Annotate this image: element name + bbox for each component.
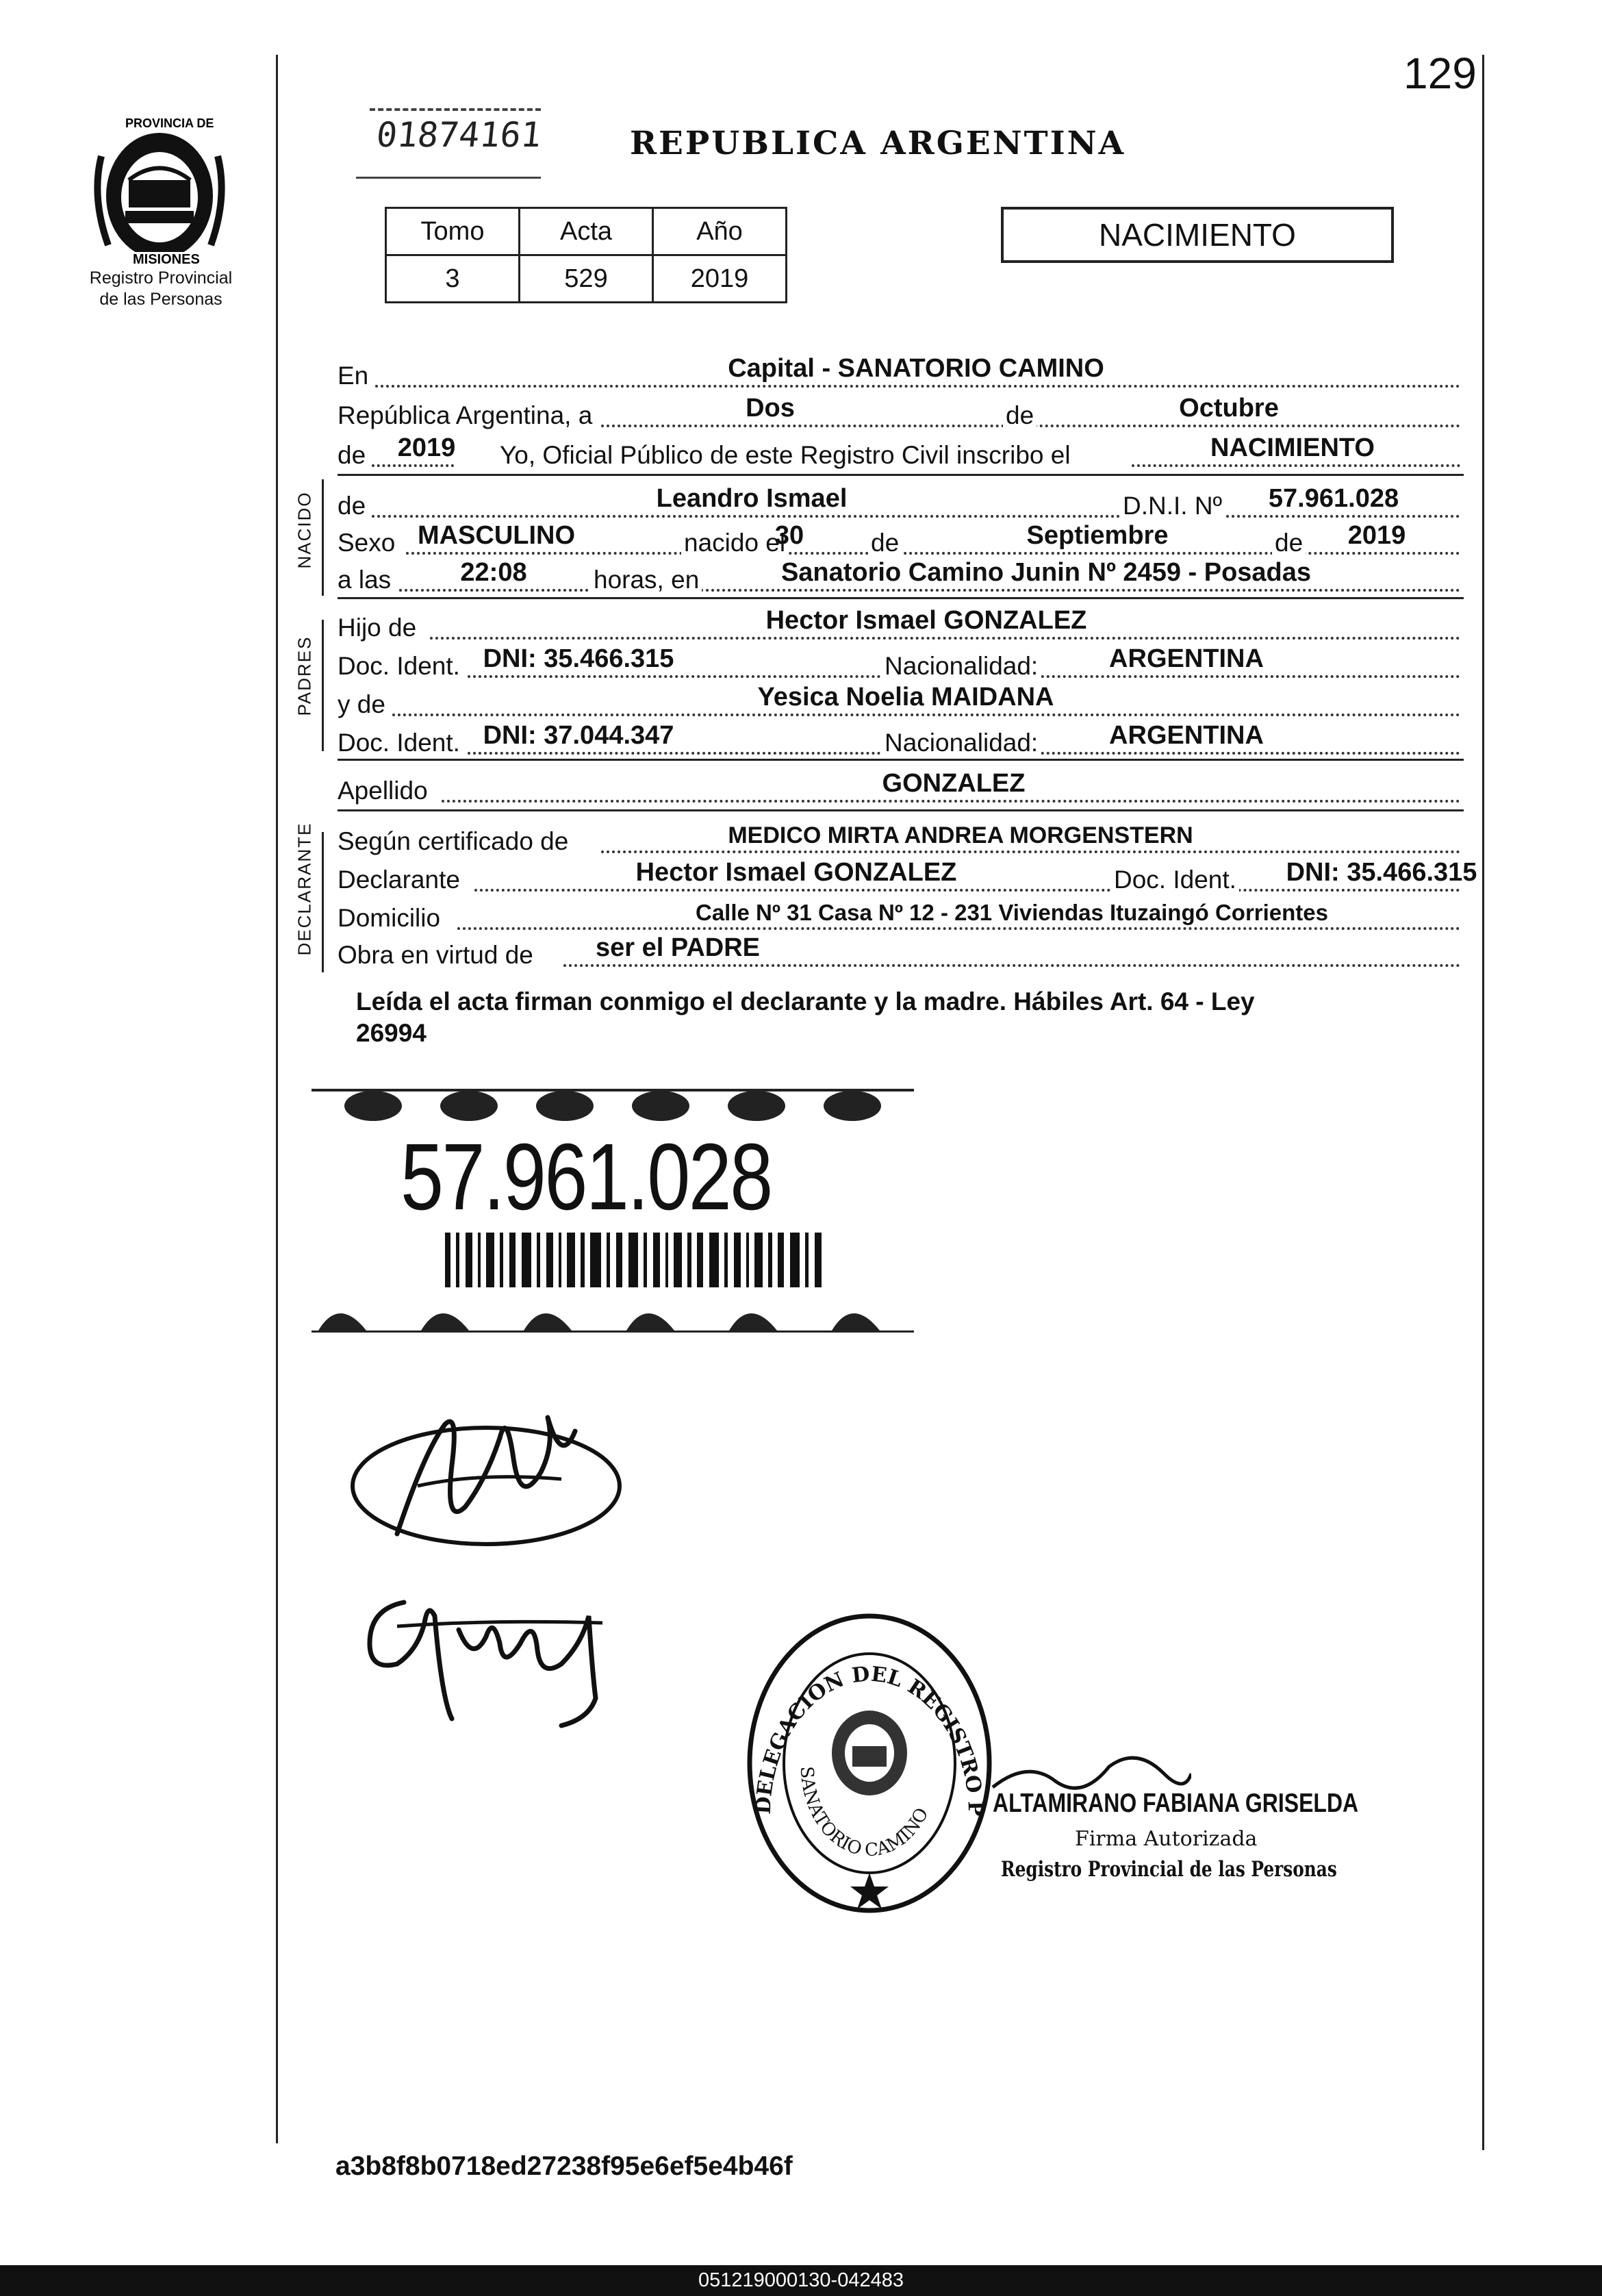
side-label-padres: PADRES [294, 635, 315, 716]
section-bar-nacido [322, 479, 324, 596]
label-obra: Obra en virtud de [338, 941, 533, 969]
label-de-birth-month: de [868, 529, 902, 557]
label-domicilio: Domicilio [338, 904, 441, 932]
label-dni: D.N.I. Nº [1120, 492, 1225, 520]
divider-after-nacido [338, 597, 1464, 599]
divider-after-header [338, 474, 1464, 476]
serial-underline-bottom [356, 177, 541, 179]
label-declarant-doc: Doc. Ident. [1111, 866, 1239, 894]
official-stamp [743, 1609, 996, 1917]
row-father-doc [338, 646, 1460, 685]
record-type: NACIMIENTO [1099, 217, 1296, 253]
row-hora [338, 560, 1460, 598]
label-y-de: y de [338, 690, 385, 718]
official-name: ALTAMIRANO FABIANA GRISELDA [993, 1789, 1359, 1818]
label-de-year: de [338, 441, 366, 469]
value-birth-day: 30 [774, 521, 804, 550]
stamp-outer-text: DELEGACION DEL REGISTRO P [751, 1662, 988, 1817]
label-sexo: Sexo [338, 529, 396, 557]
value-capacity: ser el PADRE [595, 933, 761, 962]
logo-text-top: PROVINCIA DE [125, 116, 214, 130]
label-en: En [338, 362, 369, 390]
label-a-las: a las [338, 566, 392, 594]
sticker-barcode [445, 1233, 828, 1287]
value-act: NACIMIENTO [1210, 433, 1375, 462]
declarant-signature [342, 1370, 630, 1575]
row-declarante [338, 858, 1477, 898]
official-office: Registro Provincial de las Personas [1001, 1857, 1337, 1882]
serial-underline-top [370, 108, 541, 111]
value-father-name: Hector Ismael GONZALEZ [765, 606, 1087, 635]
document-hash: a3b8f8b0718ed27238f95e6ef5e4b46f [335, 2152, 793, 2181]
row-en [338, 356, 1460, 394]
value-mother-doc: DNI: 37.044.347 [483, 721, 674, 750]
value-surname: GONZALEZ [882, 769, 1026, 798]
value-child-name: Leandro Ismael [656, 484, 848, 513]
row-apellido [338, 771, 1460, 809]
row-oficial [338, 433, 1460, 474]
label-apellido: Apellido [338, 777, 428, 805]
value-address: Calle Nº 31 Casa Nº 12 - 231 Viviendas Ituzaingó Corrientes [695, 900, 1329, 925]
label-father-doc: Doc. Ident. [338, 652, 460, 680]
value-mother-name: Yesica Noelia MAIDANA [757, 683, 1054, 711]
logo-text-bottom: MISIONES [130, 252, 203, 268]
closing-text-line1: Leída el acta firman conmigo el declarante y la madre. Hábiles Art. 64 - Ley [356, 987, 1255, 1015]
record-type-box [1001, 207, 1394, 263]
value-day: Dos [746, 394, 795, 422]
row-sexo [338, 523, 1460, 562]
value-place: Capital - SANATORIO CAMINO [728, 354, 1104, 383]
footer-code: 051219000130-042483 [698, 2269, 904, 2291]
registry-name-line1: Registro Provincial [89, 268, 233, 288]
left-margin-line [276, 55, 278, 2143]
value-birth-time: 22:08 [460, 558, 527, 587]
table-value-acta: 529 [520, 255, 653, 303]
side-label-nacido: NACIDO [294, 491, 315, 569]
row-domicilio [338, 898, 1460, 937]
row-name [338, 486, 1460, 525]
label-segun: Según certificado de [338, 827, 569, 855]
label-de-name: de [338, 492, 366, 520]
row-date [338, 396, 1460, 434]
value-sexo: MASCULINO [417, 521, 576, 550]
footer-bar [0, 2265, 1602, 2296]
registry-name-line2: de las Personas [99, 290, 222, 309]
value-birth-month: Septiembre [1026, 521, 1169, 550]
side-label-declarante: DECLARANTE [294, 822, 315, 956]
sticker-pattern-bottom [312, 1293, 914, 1334]
label-hijo-de: Hijo de [338, 614, 417, 642]
row-hijo-de [338, 608, 1460, 646]
table-header-tomo: Tomo [386, 208, 520, 255]
document-title: REPUBLICA ARGENTINA [630, 125, 1126, 162]
row-certificado [338, 822, 1460, 860]
value-birth-place: Sanatorio Camino Junin Nº 2459 - Posadas [780, 558, 1312, 587]
label-de-birth-year: de [1272, 529, 1306, 557]
value-dni: 57.961.028 [1268, 484, 1399, 513]
label-nacido-el: nacido el [681, 529, 788, 557]
section-bar-padres [322, 620, 324, 751]
label-de-month: de [1003, 401, 1037, 430]
mother-signature [356, 1561, 644, 1739]
page-number: 129 [1403, 49, 1477, 98]
table-value-ano: 2019 [653, 255, 787, 303]
row-mother-doc [338, 723, 1460, 761]
label-republica: República Argentina, a [338, 401, 593, 429]
section-bar-declarante [322, 832, 324, 972]
label-horas-en: horas, en [591, 566, 702, 594]
value-year: 2019 [397, 433, 456, 462]
value-declarant-doc: DNI: 35.466.315 [1286, 858, 1477, 887]
value-month: Octubre [1179, 394, 1279, 422]
label-declarante: Declarante [338, 866, 460, 894]
row-obra [338, 935, 1460, 974]
misiones-seal-logo [88, 115, 231, 273]
right-margin-line [1482, 55, 1484, 2150]
official-role: Firma Autorizada [1075, 1827, 1258, 1851]
value-father-nationality: ARGENTINA [1109, 644, 1264, 673]
value-father-doc: DNI: 35.466.315 [483, 644, 674, 673]
record-table [385, 207, 787, 303]
closing-text-line2: 26994 [356, 1019, 427, 1047]
table-value-tomo: 3 [386, 255, 520, 303]
value-declarant: Hector Ismael GONZALEZ [635, 858, 957, 887]
table-header-ano: Año [653, 208, 787, 255]
row-y-de [338, 685, 1460, 723]
serial-number: 01874161 [374, 115, 544, 155]
label-mother-nationality: Nacionalidad: [882, 729, 1041, 757]
value-birth-year: 2019 [1347, 521, 1406, 550]
stamp-inner-text: SANATORIO CAMINO [796, 1765, 933, 1861]
table-header-acta: Acta [520, 208, 653, 255]
value-mother-nationality: ARGENTINA [1109, 721, 1264, 750]
label-mother-doc: Doc. Ident. [338, 729, 460, 757]
divider-after-apellido [338, 809, 1464, 811]
label-father-nationality: Nacionalidad: [882, 652, 1041, 681]
sticker-pattern-top [312, 1075, 914, 1123]
id-sticker [312, 1075, 914, 1335]
sticker-id-number: 57.961.028 [400, 1124, 772, 1230]
label-oficial: Yo, Oficial Público de este Registro Civil inscribo el [500, 441, 1071, 469]
divider-after-padres [338, 759, 1464, 761]
value-certificate: MEDICO MIRTA ANDREA MORGENSTERN [728, 822, 1193, 848]
